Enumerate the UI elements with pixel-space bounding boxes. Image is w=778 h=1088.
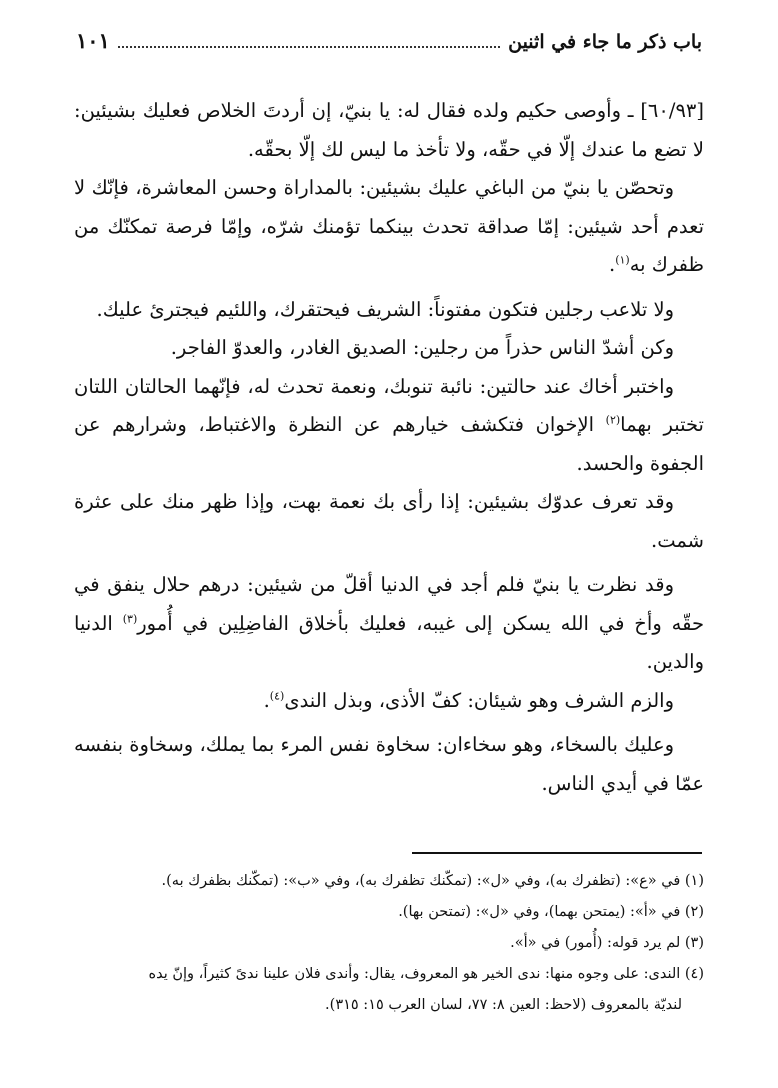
- footnotes: [74, 866, 704, 1021]
- paragraph-4: وكن أشدّ الناس حذراً من رجلين: الصديق الغادر، والعدوّ الفاجر.: [170, 336, 674, 359]
- footnote-separator: [412, 852, 702, 854]
- footnote-2: (٢) في «أ»: (يمتحن بهما)، وفي «ل»: (تمتحن بها).: [398, 904, 704, 920]
- footnote-3: (٣) لم يرد قوله: (أُمور) في «أ».: [510, 935, 704, 951]
- paragraph-5: واختبر أخاك عند حالتين: نائبة تنوبك، ونعمة تحدث له، فإنّهما الحالتان اللتان تختبر بهما$^{(٢)}$ الإخوان فتكشف خيارهم عن النظرة والاغتباط، وشرارهم عن الجفوة والحسد.: [74, 374, 704, 475]
- paragraph-1: [٦٠/٩٣] ـ وأوصى حكيم ولده فقال له: يا بنيّ، إن أردتَ الخلاص فعليك بشيئين: لا تضع ما عندك إلّا في حقّه، ولا تأخذ ما ليس لك إلّا بحقّه.: [74, 99, 704, 161]
- paragraph-6: وقد تعرف عدوّك بشيئين: إذا رأى بك نعمة بهت، وإذا ظهر منك على عثرة شمت.: [74, 490, 704, 552]
- paragraph-2: وتحصّن يا بنيّ من الباغي عليك بشيئين: بالمداراة وحسن المعاشرة، فإنّك لا تعدم أحد شيئين: إمّا صداقة تحدث بينكما تؤمنك شرّه، وإمّا فرصة تمكنّك من ظفرك به$^{(١)}$.: [74, 176, 704, 276]
- footnote-ref-4: (٤): [269, 689, 285, 702]
- footnote-1: (١) في «ع»: (تظفرك به)، وفي «ل»: (تمكّنك تظفرك به)، وفي «ب»: (تمكّنك بظفرك به).: [161, 873, 704, 889]
- footnote-4: (٤) الندى: على وجوه منها: ندى الخير هو المعروف، يقال: وأندى فلان علينا ندىً كثيراً، وإنّ يده: [148, 966, 704, 982]
- footnote-ref-1: (١): [615, 253, 630, 267]
- paragraph-7: وقد نظرت يا بنيّ فلم أجد في الدنيا أقلّ من شيئين: درهم حلال ينفق في حقّه وأخ في الله يسكن إلى غيبه، فعليك بأخلاق الفاضِلِين في أُمور$^{(٣)}$ الدنيا والدين.: [74, 573, 704, 673]
- running-header: [76, 28, 702, 54]
- main-text: [74, 92, 704, 803]
- footnote-ref-2: (٢): [605, 413, 621, 427]
- paragraph-9: وعليك بالسخاء، وهو سخاءان: سخاوة نفس المرء بما يملك، وسخاوة بنفسه عمّا في أيدي الناس.: [74, 733, 704, 795]
- footnote-4-continued: لنديّة بالمعروف (لاحظ: العين ٨: ٧٧، لسان العرب ١٥: ٣١٥).: [325, 997, 682, 1013]
- chapter-title: باب ذكر ما جاء في اثنين: [508, 31, 702, 53]
- paragraph-3: ولا تلاعب رجلين فتكون مفتوناً: الشريف فيحتقرك، واللئيم فيجترئ عليك.: [96, 297, 674, 321]
- footnote-ref-3: (٣): [122, 612, 138, 625]
- paragraph-8: والزم الشرف وهو شيئان: كفّ الأذى، وبذل الندى$^{(٤)}$.: [263, 688, 674, 712]
- header-leader-dots: [118, 46, 500, 48]
- page-number: ١٠١: [76, 28, 110, 53]
